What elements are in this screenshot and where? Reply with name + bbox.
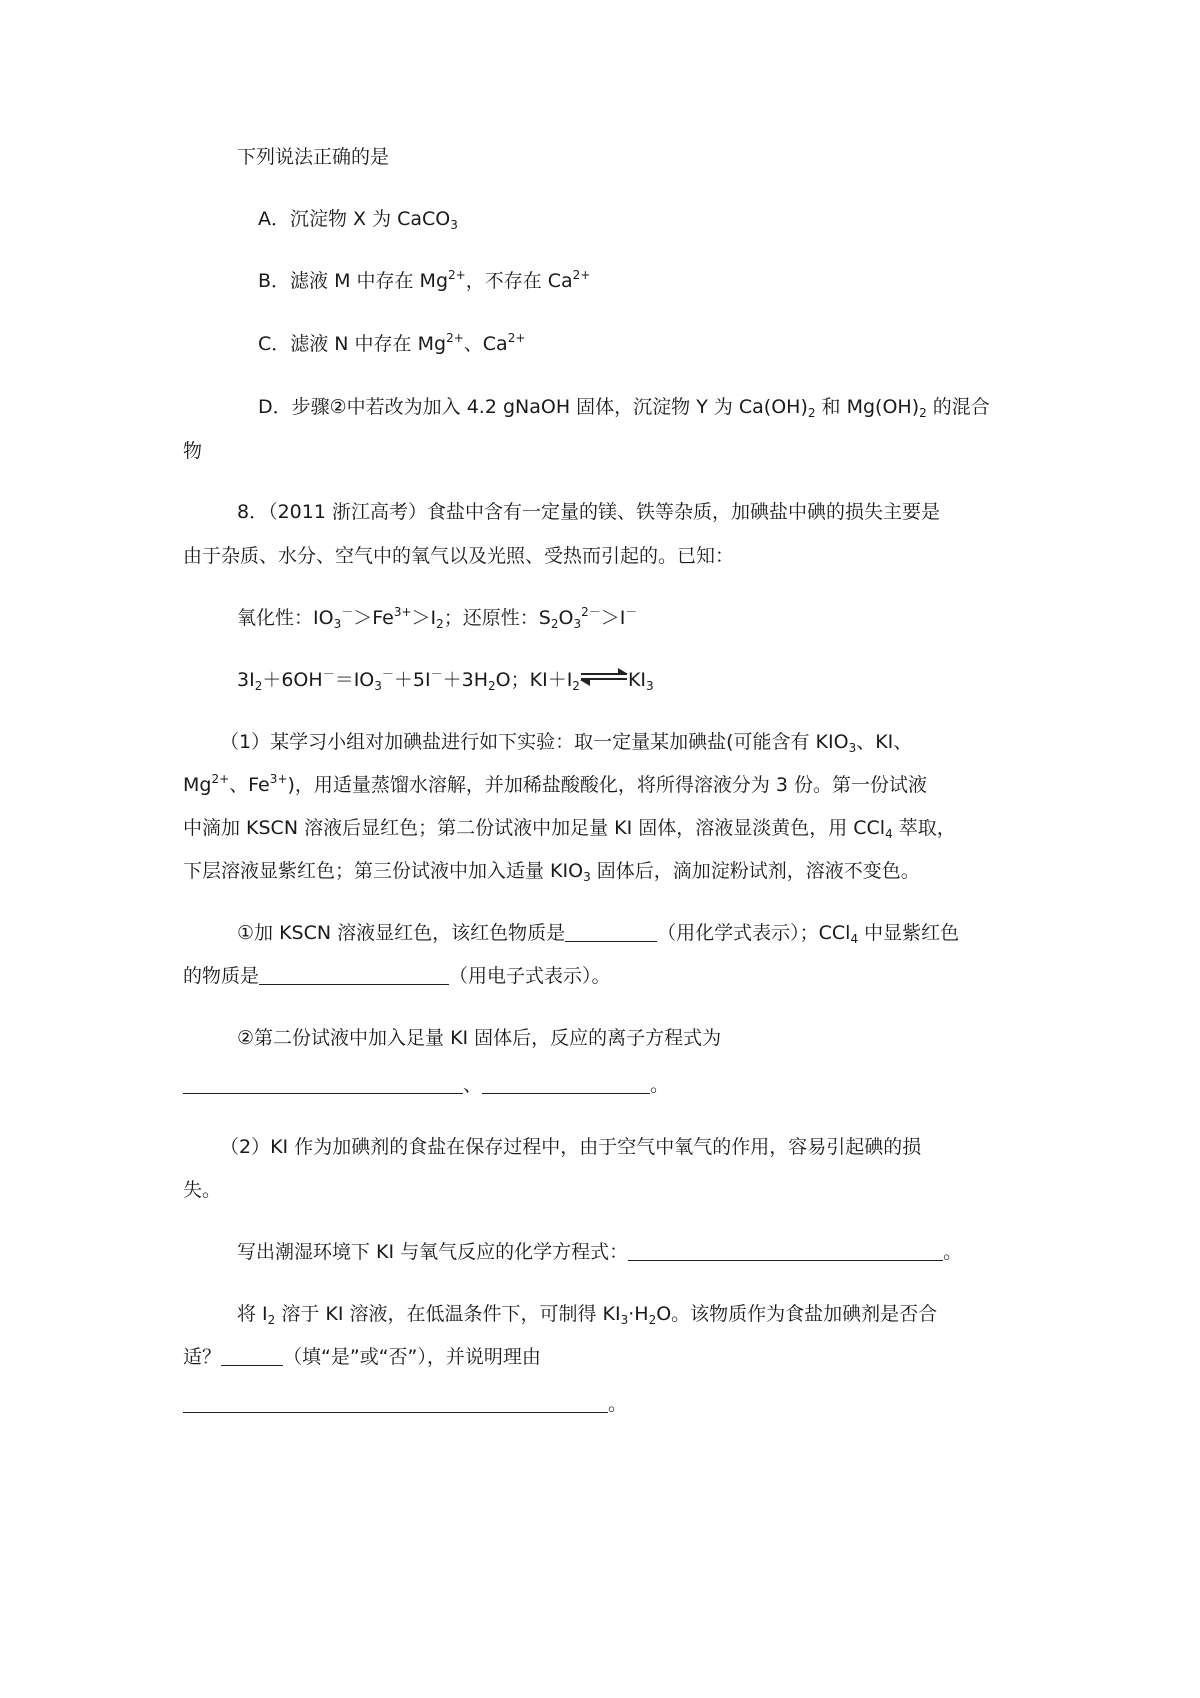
superscript: － — [430, 667, 443, 681]
q8-part2-text: ·H — [628, 1303, 649, 1325]
q8-part1-text: 、KI、 — [856, 731, 913, 753]
answer-blank[interactable] — [628, 1240, 943, 1261]
q8-equation-line — [237, 666, 654, 694]
q8-intro-line-1 — [237, 498, 940, 526]
q8-intro-text-1: 8．（2011 浙江高考）食盐中含有一定量的镁、铁等杂质，加碘盐中碘的损失主要是 — [237, 501, 940, 523]
period-text: 。 — [943, 1241, 963, 1263]
equilibrium-arrow-icon — [581, 670, 627, 684]
q8-part2-question-line-1 — [237, 1300, 937, 1328]
q8-part2-line-1 — [220, 1133, 921, 1161]
subscript: 3 — [646, 679, 654, 693]
superscript: 2+ — [448, 268, 466, 282]
superscript: 2+ — [211, 772, 230, 786]
q8-part1-line-4 — [183, 857, 920, 885]
q7-option-a — [258, 205, 458, 233]
q8-sub1-text: 的物质是 — [183, 965, 260, 987]
subscript: 3 — [374, 679, 382, 693]
superscript: 3+ — [393, 605, 412, 619]
separator-text: 、 — [463, 1074, 483, 1096]
q7-option-d-text: D．步骤②中若改为加入 4.2 gNaOH 固体，沉淀物 Y 为 Ca(OH) — [258, 396, 808, 418]
q8-part2-text: 写出潮湿环境下 KI 与氧气反应的化学方程式： — [237, 1241, 629, 1263]
q8-part1-text: （1）某学习小组对加碘盐进行如下实验：取一定量某加碘盐(可能含有 KIO — [220, 731, 849, 753]
superscript: － — [322, 667, 335, 681]
period-text: 。 — [650, 1074, 670, 1096]
q8-part1-text: 固体后，滴加淀粉试剂，溶液不变色。 — [590, 860, 920, 882]
q7-stem-text: 下列说法正确的是 — [237, 146, 390, 168]
q8-oxidation-line — [237, 604, 637, 632]
superscript: 2－ — [581, 605, 601, 619]
subscript: 3 — [333, 617, 342, 631]
q8-sub2-text: ②第二份试液中加入足量 KI 固体后，反应的离子方程式为 — [237, 1027, 722, 1049]
q8-part2-text: 将 I — [237, 1303, 268, 1325]
q8-part2-write-line — [237, 1238, 962, 1266]
superscript: 2+ — [507, 331, 526, 345]
formula-text: O；KI＋I — [495, 669, 573, 691]
q8-part2-text: （填“是”或“否”），并说明理由 — [283, 1346, 541, 1368]
formula-text: ＝IO — [334, 669, 375, 691]
subscript: 3 — [848, 741, 857, 755]
q8-part2-question-line-2 — [183, 1343, 541, 1371]
q7-option-b — [258, 267, 590, 295]
q7-option-b-text: B．滤液 M 中存在 Mg — [258, 270, 449, 292]
q8-sub2-line-1 — [237, 1024, 721, 1052]
q8-part2-text: O。该物质作为食盐加碘剂是否合 — [656, 1303, 938, 1325]
q7-option-d-text-2: 和 Mg(OH) — [815, 396, 920, 418]
subscript: 4 — [885, 827, 893, 841]
subscript: 4 — [850, 932, 859, 946]
q7-option-d-cont-text: 物 — [183, 440, 203, 462]
superscript: 2+ — [572, 268, 591, 282]
q7-option-d — [258, 393, 990, 421]
subscript: 3 — [450, 218, 458, 232]
formula-text: 3I — [237, 669, 255, 691]
superscript: － — [381, 667, 394, 681]
q8-sub1-text: 中显紫红色 — [858, 922, 960, 944]
q8-sub1-text: （用化学式表示）；CCl — [657, 922, 851, 944]
answer-blank[interactable] — [259, 964, 449, 985]
q7-stem — [237, 143, 389, 171]
q7-option-a-text: A．沉淀物 X 为 CaCO — [258, 208, 451, 230]
answer-blank[interactable] — [482, 1073, 650, 1094]
q8-sub1-text: （用电子式表示）。 — [449, 965, 611, 987]
q8-part1-text: Mg — [183, 774, 212, 796]
subscript: 2 — [488, 679, 496, 693]
superscript: － — [341, 605, 354, 619]
q8-part2-text: 失。 — [183, 1179, 222, 1201]
superscript: 3+ — [269, 772, 288, 786]
subscript: 2 — [572, 679, 580, 693]
q8-part1-text: 中滴加 KSCN 溶液后显红色；第二份试液中加足量 KI 固体，溶液显淡黄色，用 CCl — [183, 817, 886, 839]
q8-part1-text: 萃取， — [892, 817, 956, 839]
formula-text: ＞I — [411, 607, 437, 629]
answer-blank[interactable] — [183, 1392, 608, 1413]
q8-part2-line-2 — [183, 1176, 221, 1204]
q7-option-b-text-2: ，不存在 Ca — [465, 270, 573, 292]
q7-option-c-text: C．滤液 N 中存在 Mg — [258, 333, 447, 355]
q7-option-d-cont — [183, 437, 202, 465]
subscript: 2 — [436, 617, 444, 631]
q8-part1-text: )，用适量蒸馏水溶解，并加稀盐酸酸化，将所得溶液分为 3 份。第一份试液 — [287, 774, 928, 796]
subscript: 2 — [807, 406, 816, 420]
subscript: 2 — [648, 1313, 657, 1327]
q8-sub2-line-2 — [183, 1071, 669, 1099]
subscript: 3 — [583, 870, 591, 884]
answer-blank[interactable] — [183, 1073, 463, 1094]
q8-sub1-text: ①加 KSCN 溶液显红色，该红色物质是 — [237, 922, 566, 944]
formula-text: ＞Fe — [353, 607, 394, 629]
q8-sub1-line-1 — [237, 919, 959, 947]
formula-text: ＋6OH — [262, 669, 323, 691]
q8-intro-text-2: 由于杂质、水分、空气中的氧气以及光照、受热而引起的。已知： — [183, 545, 735, 567]
formula-text: ；还原性：S — [443, 607, 551, 629]
formula-text: KI — [627, 669, 647, 691]
subscript: 2 — [919, 406, 927, 420]
subscript: 2 — [267, 1313, 276, 1327]
formula-text: ＞I — [600, 607, 626, 629]
q8-part1-line-1 — [220, 728, 912, 756]
q8-part2-text: 溶于 KI 溶液，在低温条件下，可制得 KI — [275, 1303, 621, 1325]
formula-text: ＋5I — [393, 669, 431, 691]
formula-text: 氧化性：IO — [237, 607, 334, 629]
subscript: 2 — [550, 617, 559, 631]
superscript: 2+ — [446, 331, 464, 345]
q8-intro-line-2 — [183, 542, 734, 570]
formula-text: ＋3H — [442, 669, 489, 691]
q8-part2-question-line-3 — [183, 1390, 627, 1418]
q7-option-d-text-3: 的混合 — [926, 396, 990, 418]
q8-part1-line-3 — [183, 814, 956, 842]
q8-sub1-line-2 — [183, 962, 611, 990]
superscript: － — [625, 605, 638, 619]
q7-option-c — [258, 330, 525, 358]
q8-part1-line-2 — [183, 771, 927, 799]
q8-part2-text: 适？ — [183, 1346, 222, 1368]
q8-part1-text: 、Fe — [229, 774, 270, 796]
answer-blank[interactable] — [221, 1345, 283, 1366]
subscript: 3 — [573, 617, 582, 631]
formula-text: O — [558, 607, 574, 629]
period-text: 。 — [608, 1393, 628, 1415]
subscript: 2 — [254, 679, 263, 693]
answer-blank[interactable] — [565, 921, 657, 942]
subscript: 3 — [620, 1313, 629, 1327]
q8-part1-text: 下层溶液显紫红色；第三份试液中加入适量 KIO — [183, 860, 584, 882]
q7-option-c-text-2: 、Ca — [463, 333, 508, 355]
q8-part2-text: （2）KI 作为加碘剂的食盐在保存过程中，由于空气中氧气的作用，容易引起碘的损 — [220, 1136, 922, 1158]
